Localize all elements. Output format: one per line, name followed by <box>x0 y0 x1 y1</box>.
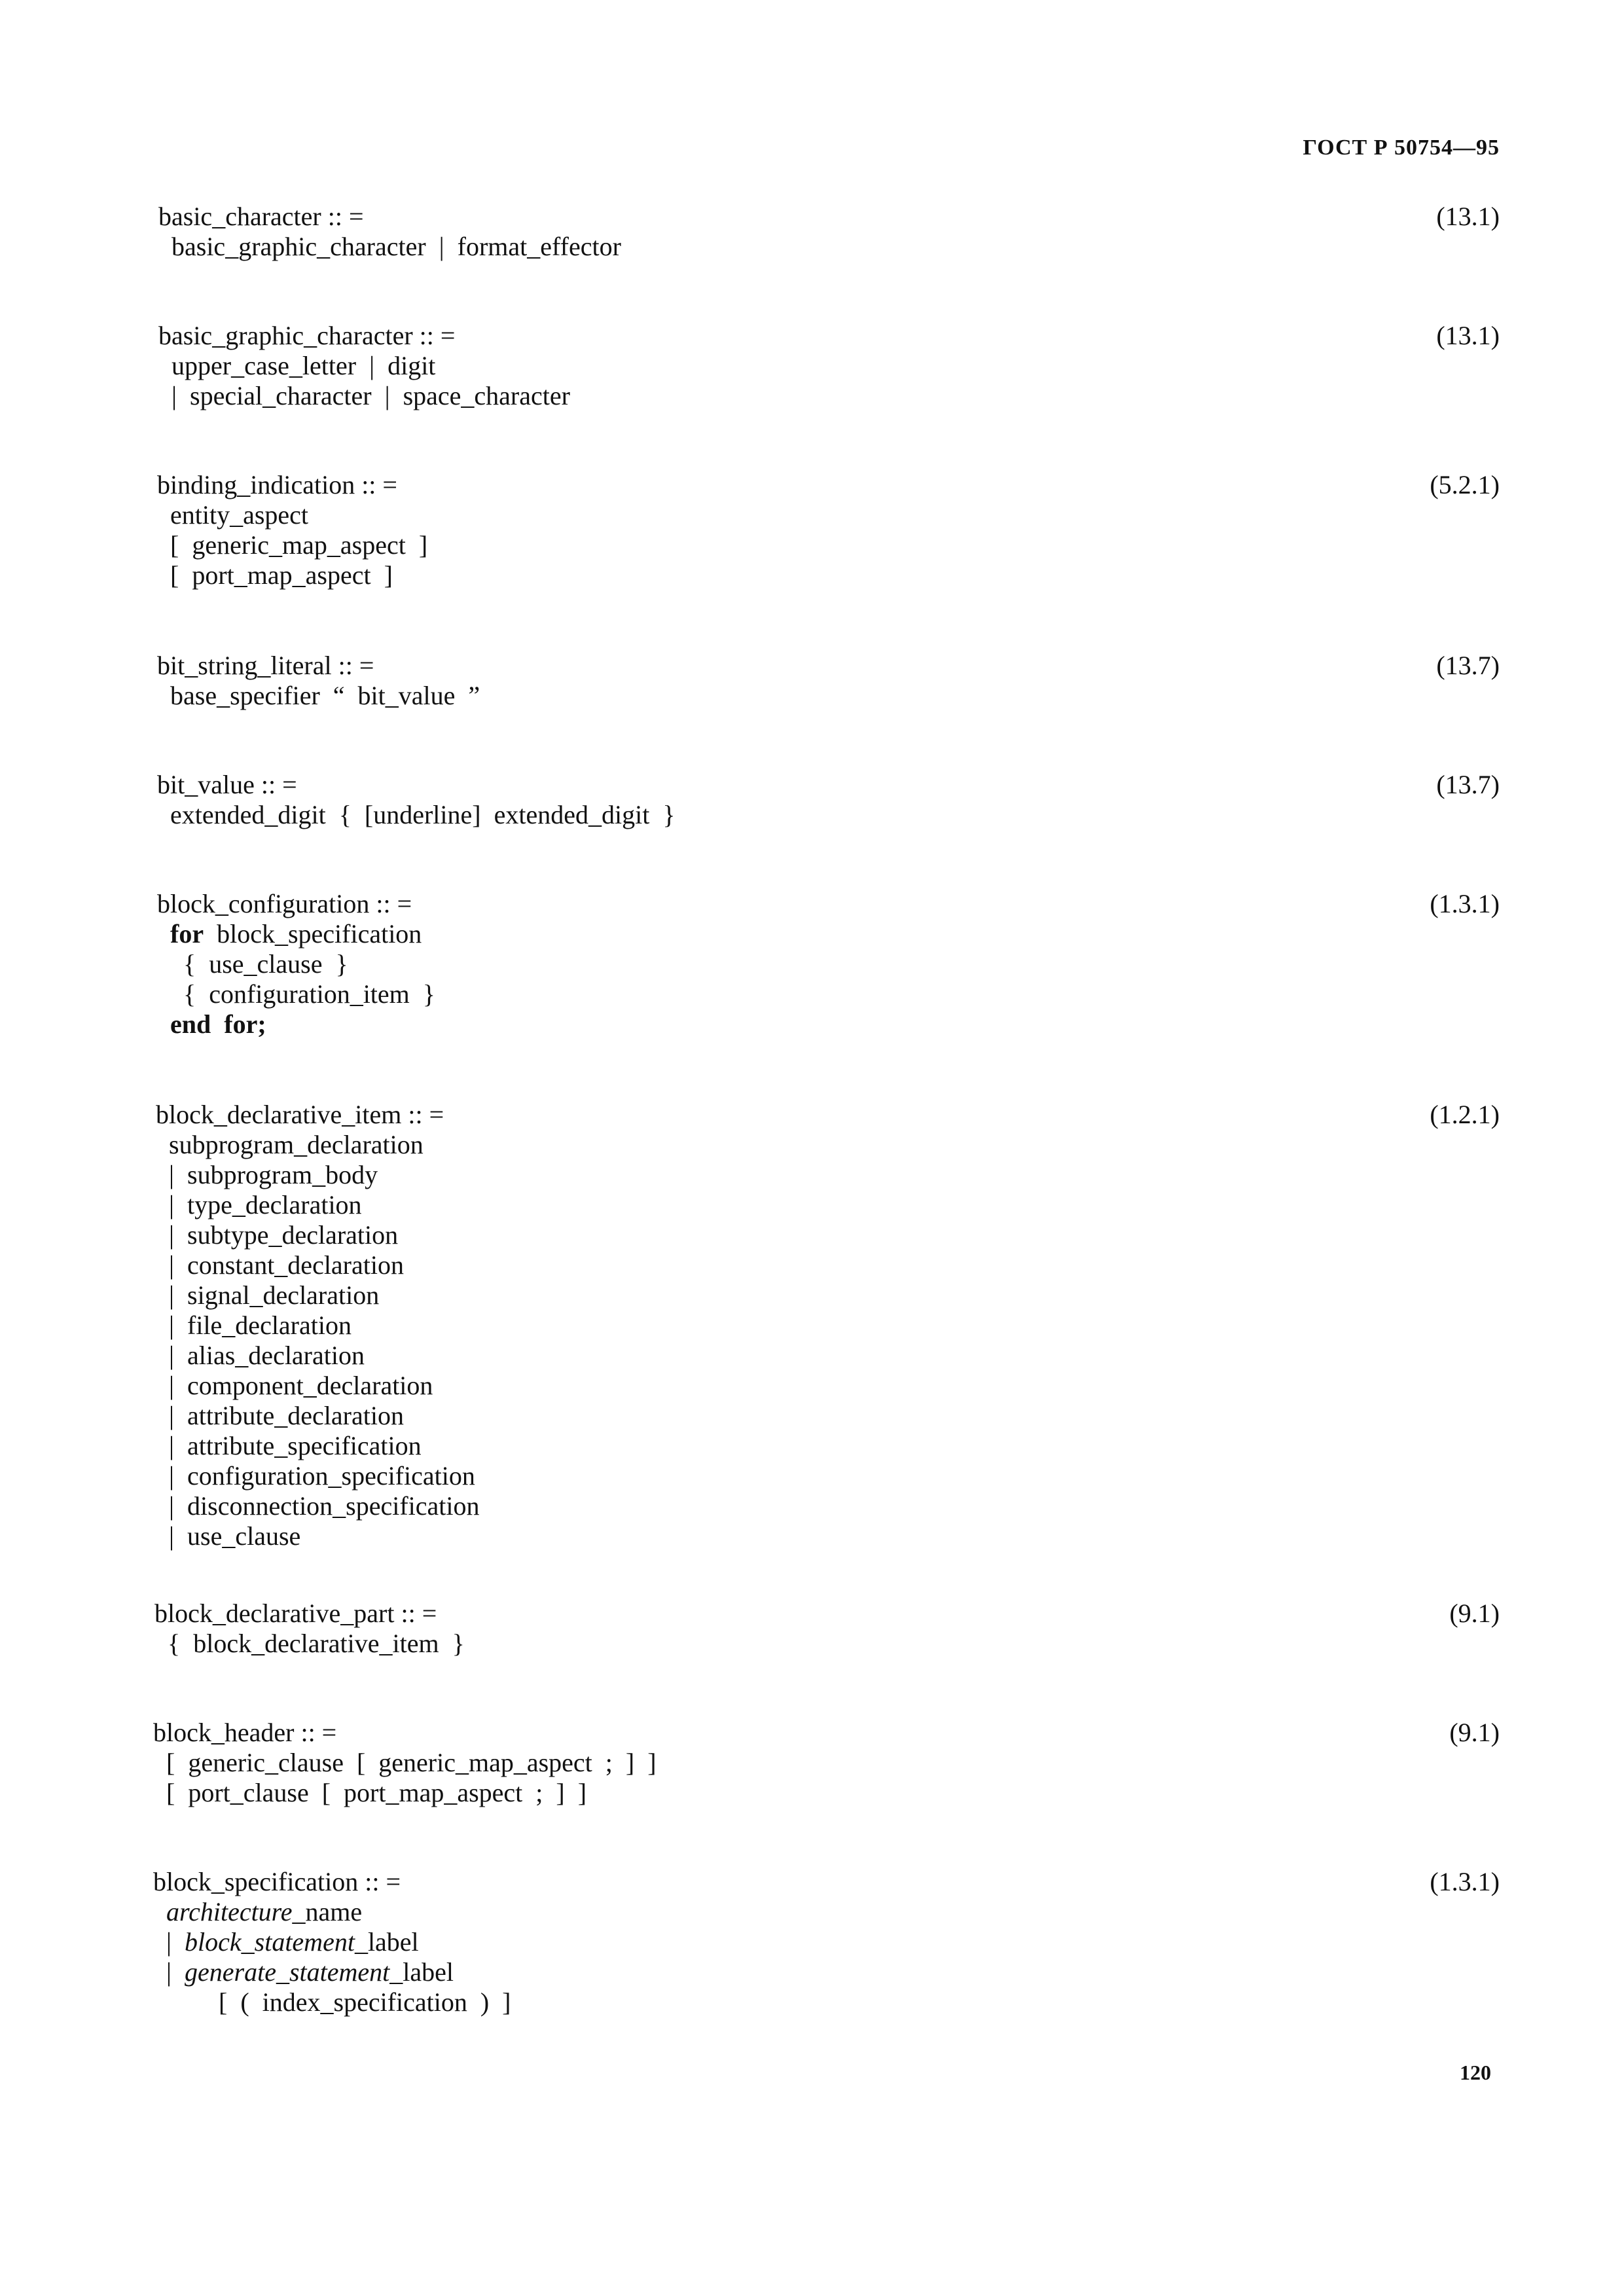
rule-rhs-line <box>153 1927 419 1957</box>
section-reference: (1.2.1) <box>1430 1100 1500 1129</box>
rule-rhs-line <box>156 1401 404 1431</box>
rule-rhs-line <box>156 1371 433 1401</box>
rule-rhs-line <box>157 530 427 560</box>
rule-rhs-line <box>158 381 570 411</box>
italic-prefix: block_statement_ <box>185 1927 368 1957</box>
rule-rhs-line <box>156 1461 475 1491</box>
rhs-text: | subtype_declaration <box>156 1220 399 1250</box>
standard-header: ГОСТ Р 50754—95 <box>1303 136 1500 160</box>
rhs-text: | component_declaration <box>156 1371 433 1400</box>
rule-lhs: binding_indication :: = <box>157 470 397 499</box>
italic-prefix: architecture_ <box>166 1897 306 1926</box>
rule-lhs: block_declarative_part :: = <box>154 1599 437 1628</box>
italic-prefix: generate_statement_ <box>185 1957 403 1987</box>
rule-lhs: basic_graphic_character :: = <box>158 321 456 350</box>
rhs-text: name <box>305 1897 363 1926</box>
rule-rhs-line <box>157 560 393 590</box>
rule-rhs-line <box>158 351 435 381</box>
rhs-text: | configuration_specification <box>156 1461 475 1491</box>
rule-rhs-line <box>156 1220 398 1250</box>
rhs-text: | alias_declaration <box>156 1341 365 1370</box>
rhs-text: label <box>367 1927 419 1957</box>
rhs-text: | constant_declaration <box>156 1250 404 1280</box>
rule-lhs: block_declarative_item :: = <box>156 1100 444 1129</box>
rhs-text: entity_aspect <box>157 500 309 530</box>
rule-rhs-line <box>153 1957 454 1987</box>
section-reference: (9.1) <box>1449 1599 1500 1628</box>
rule-lhs: bit_value :: = <box>157 770 297 799</box>
rule-rhs-line <box>156 1190 362 1220</box>
rhs-text <box>157 919 170 949</box>
rhs-text: | subprogram_body <box>156 1160 378 1189</box>
rhs-text: | use_clause <box>156 1521 301 1551</box>
rule-lhs: bit_string_literal :: = <box>157 651 374 680</box>
rule-rhs-line <box>156 1130 424 1160</box>
rule-rhs-line <box>157 1009 266 1039</box>
section-reference: (9.1) <box>1449 1718 1500 1747</box>
rule-rhs-line <box>157 919 422 949</box>
rhs-text: label <box>403 1957 454 1987</box>
section-reference: (5.2.1) <box>1430 470 1500 499</box>
section-reference: (13.7) <box>1436 651 1500 680</box>
rhs-text: | type_declaration <box>156 1190 362 1220</box>
rule-rhs-line <box>153 1897 362 1927</box>
rhs-text: | <box>153 1957 185 1987</box>
rhs-text: basic_graphic_character | format_effector <box>158 232 621 261</box>
rhs-text: | disconnection_specification <box>156 1491 480 1521</box>
rhs-text: | special_character | space_character <box>158 381 570 410</box>
rule-rhs-line <box>157 681 480 711</box>
rule-rhs-line <box>154 1629 465 1659</box>
rule-lhs: basic_character :: = <box>158 202 364 231</box>
rule-rhs-line <box>156 1280 379 1310</box>
rule-rhs-line <box>156 1491 480 1521</box>
rhs-text: { configuration_item } <box>157 979 435 1009</box>
section-reference: (1.3.1) <box>1430 1867 1500 1896</box>
keyword: for <box>170 919 204 949</box>
section-reference: (13.1) <box>1436 321 1500 350</box>
rhs-text: upper_case_letter | digit <box>158 351 436 380</box>
rule-rhs-line <box>153 1778 586 1808</box>
rhs-text: | file_declaration <box>156 1310 352 1340</box>
rhs-text: base_specifier “ bit_value ” <box>157 681 480 710</box>
rule-rhs-line <box>156 1341 365 1371</box>
page-number: 120 <box>1460 2061 1491 2084</box>
rhs-text: [ generic_clause [ generic_map_aspect ; ] ] <box>153 1748 657 1777</box>
rhs-text: | attribute_specification <box>156 1431 422 1460</box>
rule-rhs-line <box>153 1987 511 2017</box>
rule-rhs-line <box>156 1310 352 1341</box>
rhs-text: [ port_map_aspect ] <box>157 560 393 590</box>
rhs-text <box>153 1897 166 1926</box>
rule-rhs-line <box>156 1160 378 1190</box>
rhs-text: | <box>153 1927 185 1957</box>
rhs-text: extended_digit { [underline] extended_digit } <box>157 800 676 829</box>
rule-rhs-line <box>156 1250 404 1280</box>
section-reference: (1.3.1) <box>1430 889 1500 918</box>
section-reference: (13.1) <box>1436 202 1500 231</box>
rhs-text: block_specification <box>204 919 422 949</box>
rule-lhs: block_configuration :: = <box>157 889 412 918</box>
rule-rhs-line <box>157 949 348 979</box>
rhs-text: [ port_clause [ port_map_aspect ; ] ] <box>153 1778 587 1807</box>
rule-rhs-line <box>156 1431 422 1461</box>
rhs-text: [ ( index_specification ) ] <box>153 1987 511 2017</box>
rhs-text: | attribute_declaration <box>156 1401 404 1430</box>
rule-lhs: block_header :: = <box>153 1718 337 1747</box>
rhs-text <box>157 1009 170 1039</box>
rhs-text: | signal_declaration <box>156 1280 380 1310</box>
rule-rhs-line <box>157 500 308 530</box>
rule-rhs-line <box>157 800 676 830</box>
keyword: end for; <box>170 1009 266 1039</box>
rule-rhs-line <box>158 232 621 262</box>
section-reference: (13.7) <box>1436 770 1500 799</box>
rule-lhs: block_specification :: = <box>153 1867 401 1896</box>
rule-rhs-line <box>153 1748 657 1778</box>
rhs-text: [ generic_map_aspect ] <box>157 530 428 560</box>
rule-rhs-line <box>156 1521 300 1551</box>
rhs-text: { block_declarative_item } <box>154 1629 465 1658</box>
rhs-text: { use_clause } <box>157 949 348 979</box>
rule-rhs-line <box>157 979 435 1009</box>
rhs-text: subprogram_declaration <box>156 1130 424 1159</box>
